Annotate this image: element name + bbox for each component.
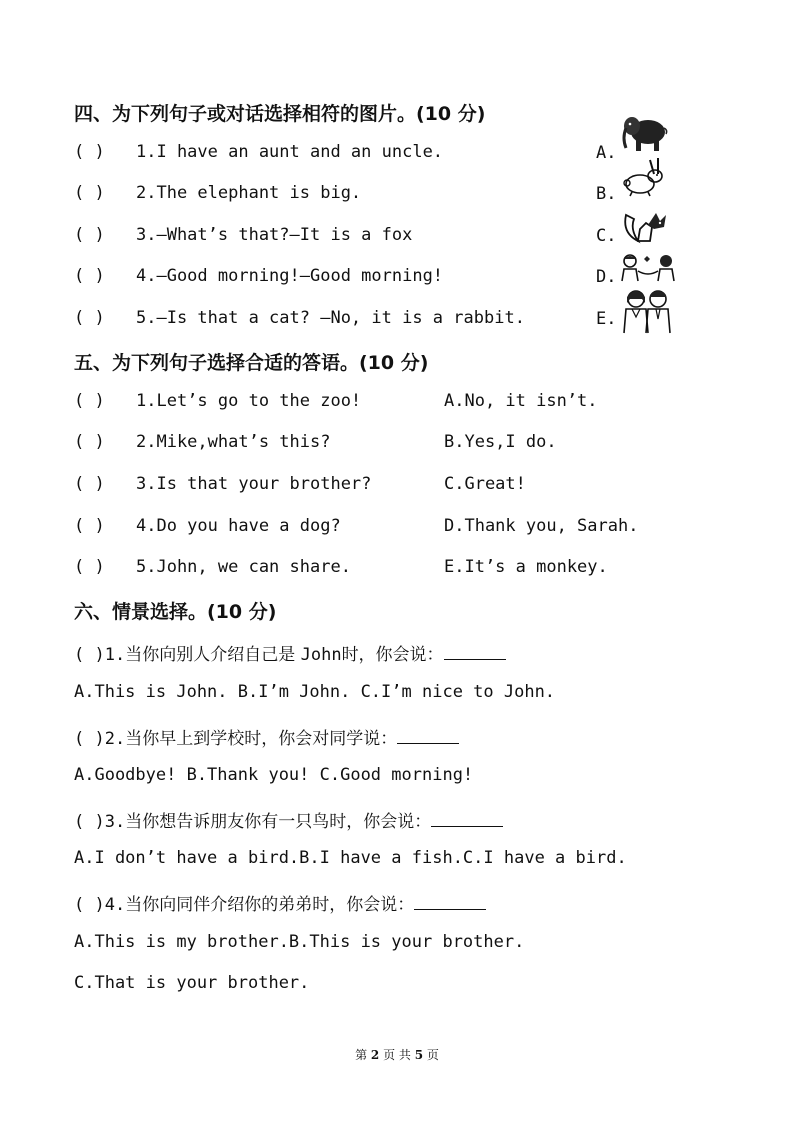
- section6-q4: [74, 890, 486, 915]
- two-adults-picture: [620, 287, 674, 335]
- section6-q3: [74, 807, 503, 832]
- section5-answer: C.Great!: [444, 474, 526, 494]
- rabbit-picture: [620, 156, 668, 198]
- section6-heading: 六、情景选择。(10 分): [74, 601, 277, 623]
- section5-question: 2.Mike,what’s this?: [136, 432, 331, 452]
- answer-paren[interactable]: ( ): [74, 812, 105, 832]
- question-text: 时，你会说：: [341, 645, 444, 665]
- answer-paren[interactable]: ( ): [74, 474, 105, 494]
- question-text: 当你向别人介绍自己是: [125, 645, 301, 665]
- answer-paren[interactable]: ( ): [74, 432, 105, 452]
- picture-letter-d: D.: [596, 267, 617, 287]
- footer-text: 页 共: [379, 1048, 415, 1062]
- section5-question: 3.Is that your brother?: [136, 474, 372, 494]
- section4-item-text: 3.—What’s that?—It is a fox: [136, 225, 413, 245]
- section5-answer: A.No, it isn’t.: [444, 391, 598, 411]
- section6-q2-options: A.Goodbye! B.Thank you! C.Good morning!: [74, 765, 474, 785]
- section5-answer: D.Thank you, Sarah.: [444, 516, 639, 536]
- answer-paren[interactable]: ( ): [74, 183, 105, 203]
- section5-question: 5.John, we can share.: [136, 557, 351, 577]
- section5-answer: B.Yes,I do.: [444, 432, 557, 452]
- section4-item-text: 4.—Good morning!—Good morning!: [136, 266, 444, 286]
- question-text: 当你想告诉朋友你有一只鸟时，你会说：: [125, 812, 432, 832]
- section5-question: 4.Do you have a dog?: [136, 516, 341, 536]
- footer-text: 第: [355, 1048, 371, 1062]
- question-number: 3.: [104, 812, 126, 832]
- picture-letter-e: E.: [596, 309, 617, 329]
- section6-q4-options-1: A.This is my brother.B.This is your brother.: [74, 932, 525, 952]
- section5-answer: E.It’s a monkey.: [444, 557, 608, 577]
- section4-item-text: 1.I have an aunt and an uncle.: [136, 142, 444, 162]
- elephant-picture: [620, 112, 670, 154]
- question-text: 当你向同伴介绍你的弟弟时，你会说：: [125, 895, 415, 915]
- answer-paren[interactable]: ( ): [74, 225, 105, 245]
- answer-paren[interactable]: ( ): [74, 729, 105, 749]
- answer-paren[interactable]: ( ): [74, 557, 105, 577]
- section5-question: 1.Let’s go to the zoo!: [136, 391, 362, 411]
- section6-q3-options: A.I don’t have a bird.B.I have a fish.C.I have a bird.: [74, 848, 627, 868]
- section6-q4-options-2: C.That is your brother.: [74, 973, 310, 993]
- answer-paren[interactable]: ( ): [74, 645, 105, 665]
- section6-q1-options: A.This is John. B.I’m John. C.I’m nice to John.: [74, 682, 556, 702]
- page-number: 2: [370, 1048, 380, 1062]
- answer-paren[interactable]: ( ): [74, 266, 105, 286]
- page-total: 5: [414, 1048, 424, 1062]
- answer-paren[interactable]: ( ): [74, 142, 105, 162]
- page-footer: [0, 1046, 794, 1063]
- answer-blank[interactable]: [397, 729, 459, 744]
- picture-letter-b: B.: [596, 184, 617, 204]
- section4-heading: 四、为下列句子或对话选择相符的图片。(10 分): [74, 103, 486, 125]
- question-number: 2.: [104, 729, 126, 749]
- section5-heading: 五、为下列句子选择合适的答语。(10 分): [74, 352, 429, 374]
- answer-paren[interactable]: ( ): [74, 516, 105, 536]
- question-number: 4.: [104, 895, 126, 915]
- answer-paren[interactable]: ( ): [74, 308, 105, 328]
- answer-blank[interactable]: [431, 812, 503, 827]
- section6-q2: [74, 724, 459, 749]
- picture-letter-a: A.: [596, 143, 617, 163]
- answer-blank[interactable]: [444, 645, 506, 660]
- section4-item-text: 2.The elephant is big.: [136, 183, 362, 203]
- question-text-name: John: [300, 645, 342, 665]
- section4-item-text: 5.—Is that a cat? —No, it is a rabbit.: [136, 308, 525, 328]
- picture-letter-c: C.: [596, 226, 617, 246]
- question-text: 当你早上到学校时，你会对同学说：: [125, 729, 398, 749]
- answer-blank[interactable]: [414, 895, 486, 910]
- answer-paren[interactable]: ( ): [74, 391, 105, 411]
- question-number: 1.: [104, 645, 126, 665]
- fox-picture: [620, 205, 672, 247]
- answer-paren[interactable]: ( ): [74, 895, 105, 915]
- footer-text: 页: [423, 1048, 439, 1062]
- section6-q1: [74, 640, 506, 665]
- two-children-picture: [620, 253, 676, 283]
